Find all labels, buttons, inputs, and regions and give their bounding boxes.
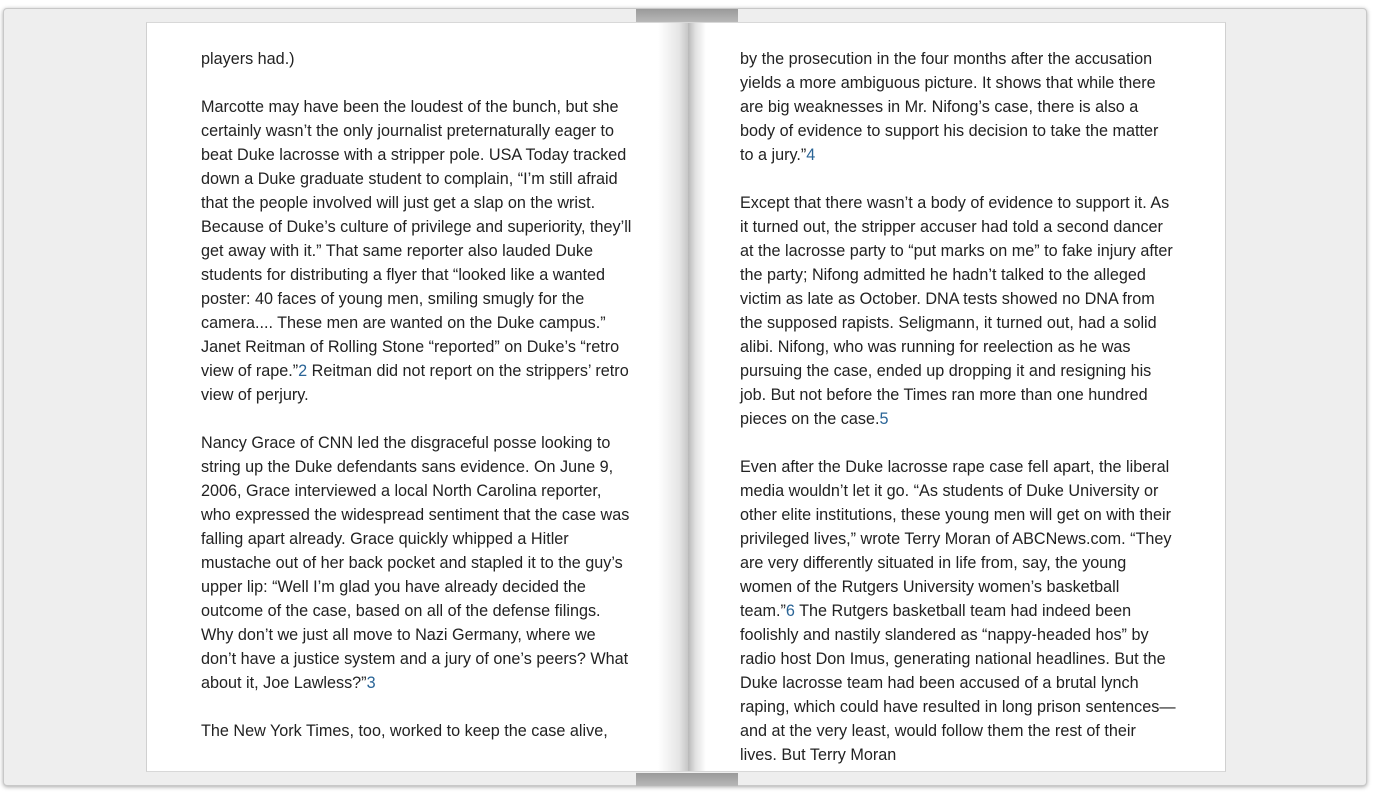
right-page[interactable] (688, 22, 1226, 772)
text-segment: Even after the Duke lacrosse rape case fell apart, the liberal media wouldn’t let it go. “As students of Duke University or other elite institutions, these young men will get on with their privileged lives,” wrote Terry Moran of ABCNews.com. “They are very differently situated in life from, say, the young women of the Rutgers University women’s basketball team.” (740, 458, 1172, 620)
footnote-link[interactable]: 2 (298, 362, 308, 380)
paragraph (201, 47, 633, 71)
text-segment: by the prosecution in the four months after the accusation yields a more ambiguous picture. It shows that while there are big weaknesses in Mr. Nifong’s case, there is also a body of evidence to support his decision to take the matter to a jury.” (740, 50, 1159, 164)
paragraph (740, 455, 1176, 767)
book-spine-top (636, 9, 738, 22)
paragraph (201, 719, 633, 743)
footnote-link[interactable]: 4 (806, 146, 816, 164)
text-segment: players had.) (201, 50, 295, 68)
paragraph (201, 95, 633, 407)
text-segment: The Rutgers basketball team had indeed been foolishly and nastily slandered as “nappy-headed hos” by radio host Don Imus, generating national headlines. But the Duke lacrosse team had been accused of a brutal lynch raping, which could have resulted in long prison sentences—and at the very least, would follow them the rest of their lives. But Terry Moran (740, 602, 1176, 764)
left-page[interactable] (146, 22, 688, 772)
text-segment: The New York Times, too, worked to keep the case alive, (201, 722, 608, 740)
text-segment: Nancy Grace of CNN led the disgraceful posse looking to string up the Duke defendants sans evidence. On June 9, 2006, Grace interviewed a local North Carolina reporter, who expressed the widespread sentiment that the case was falling apart already. Grace quickly whipped a Hitler mustache out of her back pocket and stapled it to the guy’s upper lip: “Well I’m glad you have already decided the outcome of the case, based on all of the defense filings. Why don’t we just all move to Nazi Germany, where we don’t have a justice system and a jury of one’s peers? What about it, Joe Lawless?” (201, 434, 630, 692)
book-spine-bottom (636, 773, 738, 786)
paragraph (740, 47, 1176, 167)
left-page-text (201, 47, 633, 767)
footnote-link[interactable]: 5 (879, 410, 889, 428)
footnote-link[interactable]: 3 (366, 674, 376, 692)
footnote-link[interactable]: 6 (785, 602, 795, 620)
right-page-text (740, 47, 1176, 772)
paragraph (201, 431, 633, 695)
text-segment: Reitman did not report on the strippers’ retro view of perjury. (201, 362, 629, 404)
paragraph (740, 191, 1176, 431)
text-segment: Marcotte may have been the loudest of the bunch, but she certainly wasn’t the only journalist preternaturally eager to beat Duke lacrosse with a stripper pole. USA Today tracked down a Duke graduate student to complain, “I’m still afraid that the people involved will just get a slap on the wrist. Because of Duke’s culture of privilege and superiority, they’ll get away with it.” That same reporter also lauded Duke students for distributing a flyer that “looked like a wanted poster: 40 faces of young men, smiling smugly for the camera.... These men are wanted on the Duke campus.” Janet Reitman of Rolling Stone “reported” on Duke’s “retro view of rape.” (201, 98, 632, 380)
text-segment: Except that there wasn’t a body of evidence to support it. As it turned out, the stripper accuser had told a second dancer at the lacrosse party to “put marks on me” to fake injury after the party; Nifong admitted he hadn’t talked to the alleged victim as late as October. DNA tests showed no DNA from the supposed rapists. Seligmann, it turned out, had a solid alibi. Nifong, who was running for reelection as he was pursuing the case, ended up dropping it and resigning his job. But not before the Times ran more than one hundred pieces on the case. (740, 194, 1173, 428)
